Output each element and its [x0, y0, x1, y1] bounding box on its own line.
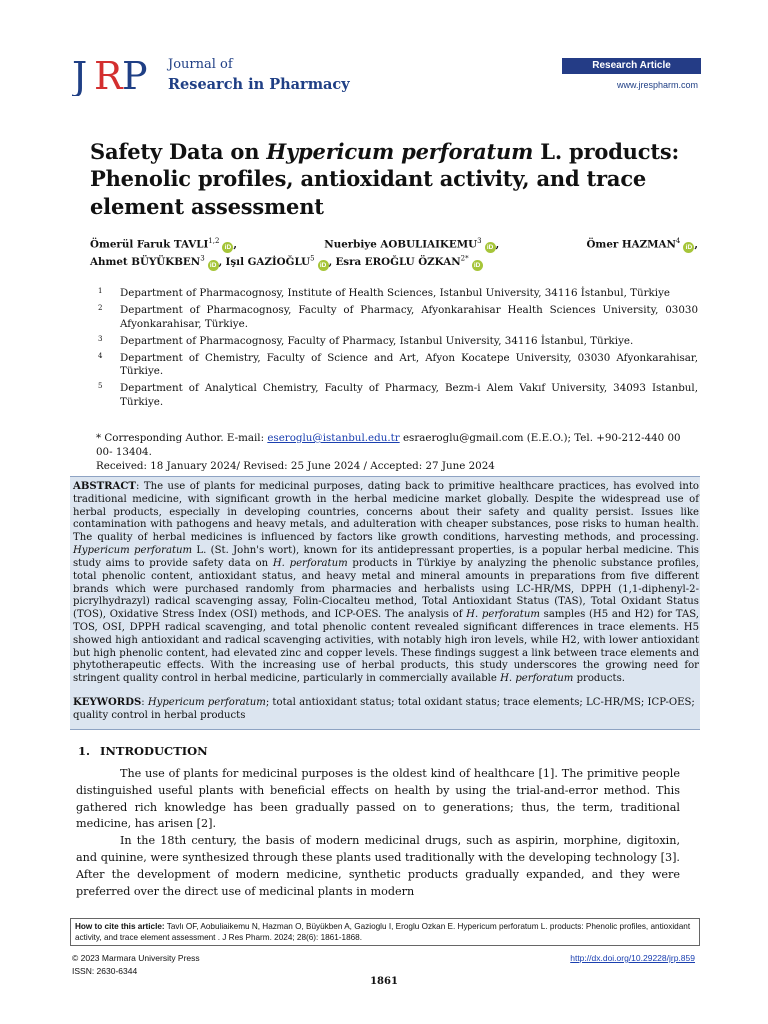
- issn: ISSN: 2630-6344: [72, 966, 138, 976]
- svg-text:P: P: [122, 56, 148, 96]
- abstract-text: ABSTRACT: The use of plants for medicinal purposes, dating back to primitive healthcare practices, has evolved into traditional medicine, with significant growth in the herbal medicine market globally. Despite the widespread use of herbal products, especially in developing countries, concerns about their safety and quality persist. Issues like contamination with pathogens and heavy metals, and adulteration with cheaper substances, pose risks to human health. The quality of herbal medicines is influenced by factors like growth conditions, harvesting methods, and processing. Hypericum perforatum L. (St. John's wort), known for its antidepressant properties, is a popular herbal medicine. This study aims to provide safety data on H. perforatum products in Türkiye by analyzing the phenolic substance profiles, total phenolic content, antioxidant status, and heavy metal and mineral amounts in preparations from five different brands which were purchased randomly from pharmacies and herbalists using LC-HR/MS, DPPH (1,1-diphenyl-2-picrylhydrazyl) radical scavenging assay, Folin-Ciocalteu method, Total Antioxidant Status (TAS), Total Oxidant Status (TOS), Oxidative Stress Index (OSI) methods, and ICP-OES. The analysis of H. perforatum samples (H5 and H2) for TAS, TOS, OSI, DPPH radical scavenging, and total phenolic content revealed significant differences in trace elements. H5 showed high antioxidant and radical scavenging activities, with notably high iron levels, while H2, with lower antioxidant but high phenolic content, had elevated zinc and copper levels. These findings suggest a link between trace elements and phytotherapeutic effects. With the increasing use of herbal products, this study underscores the growing need for stringent quality control in herbal medicine, particularly in commercially available H. perforatum products.: [73, 481, 700, 685]
- journal-logo: [72, 56, 154, 96]
- introduction-body: [76, 766, 680, 900]
- section-heading: 1. INTRODUCTION: [78, 744, 208, 758]
- svg-text:J: J: [72, 56, 88, 96]
- affiliation: 4 Department of Chemistry, Faculty of Science and Art, Afyon Kocatepe University, 03030 Afyonkarahisar, Türkiye.: [98, 351, 698, 378]
- affiliation: 1 Department of Pharmacognosy, Institute of Health Sciences, Istanbul University, 34116 İstanbul, Türkiye: [98, 287, 670, 299]
- email-link[interactable]: eseroglu@istanbul.edu.tr: [267, 432, 400, 444]
- affiliation: 3 Department of Pharmacognosy, Faculty of Pharmacy, Istanbul University, 34116 İstanbul, Türkiye.: [98, 334, 634, 347]
- orcid-icon[interactable]: iD: [683, 242, 694, 253]
- journal-website-link[interactable]: www.jrespharm.com: [616, 80, 698, 90]
- journal-of-label: Journal of: [168, 57, 233, 72]
- author: Esra EROĞLU $ÖZKAN^{2*}iD$: [335, 256, 482, 268]
- orcid-icon[interactable]: iD: [472, 260, 483, 271]
- doi-link[interactable]: http://dx.doi.org/10.29228/jrp.859: [570, 953, 695, 963]
- orcid-icon[interactable]: iD: [485, 242, 496, 253]
- copyright: © 2023 Marmara University Press: [72, 953, 200, 963]
- corresponding-author: * Corresponding Author. E-mail: eseroglu@istanbul.edu.tr esraeroglu@gmail.com (E.E.O.); Tel. +90-212-440 00 00- 13404.: [96, 432, 681, 458]
- author: Işıl GAZİOĞLU$^5$iD ,: [225, 254, 333, 269]
- article-title: Safety Data on Hypericum perforatum L. products: Phenolic profiles, antioxidant activity, and trace element assessment: [90, 139, 680, 219]
- orcid-icon[interactable]: iD: [222, 242, 233, 253]
- article-dates: Received: 18 January 2024/ Revised: 25 June 2024 / Accepted: 27 June 2024: [96, 460, 495, 472]
- page-number: 1861: [370, 976, 398, 987]
- keywords: KEYWORDS: Hypericum perforatum; total antioxidant status; total oxidant status; trace elements; LC-HR/MS; ICP-OES; quality control in herbal products: [73, 697, 695, 721]
- citation-box: How to cite this article: Tavlı OF, Aobuliaikemu N, Hazman O, Büyükben A, Gazioglu I, Eroglu Ozkan E. Hypericum perforatum L. products: Phenolic profiles, antioxidant activity, and trace element assessment . J Res Pharm. 2024; 28(6): 1861-1868.: [70, 918, 700, 946]
- svg-text:R: R: [94, 56, 123, 96]
- author-list: [90, 236, 698, 271]
- affiliation: 5 Department of Analytical Chemistry, Faculty of Pharmacy, Bezm-i Alem Vakıf University, 34093 Istanbul, Türkiye.: [98, 382, 698, 409]
- orcid-icon[interactable]: iD: [318, 260, 329, 271]
- author: Ahmet BÜYÜKBEN$^3$iD ,: [90, 254, 223, 269]
- paragraph: In the 18th century, the basis of modern medicinal drugs, such as aspirin, morphine, digitoxin, and quinine, were synthesized through these plants used traditionally with the developing technology [3]. After the development of modern medicine, synthetic products gradually expanded, and they were preferred over the direct use of medicinal plants in modern: [76, 834, 680, 898]
- journal-name: Research in Pharmacy: [168, 76, 350, 93]
- affiliation: 2 Department of Pharmacognosy, Faculty of Pharmacy, Afyonkarahisar Health Sciences University, 03030 Afyonkarahisar, Türkiye.: [98, 303, 698, 330]
- affiliation-list: [94, 287, 698, 413]
- article-type-badge: Research Article: [562, 58, 701, 74]
- author: Nuerbiye AOBULIAIKEMU$^3$iD ,: [324, 237, 500, 252]
- orcid-icon[interactable]: iD: [208, 260, 219, 271]
- paragraph: The use of plants for medicinal purposes is the oldest kind of healthcare [1]. The primitive people distinguished useful plants with beneficial effects on health by using the trial-and-error method. This gathered rich knowledge has been gradually passed on to generations; thus, the term, traditional medicine, has arisen [2].: [76, 767, 680, 831]
- author: Ömerül Faruk TAVLI$^{1,2}$iD ,: [90, 237, 237, 252]
- author: Ömer HAZMAN$^4$iD ,: [586, 237, 698, 252]
